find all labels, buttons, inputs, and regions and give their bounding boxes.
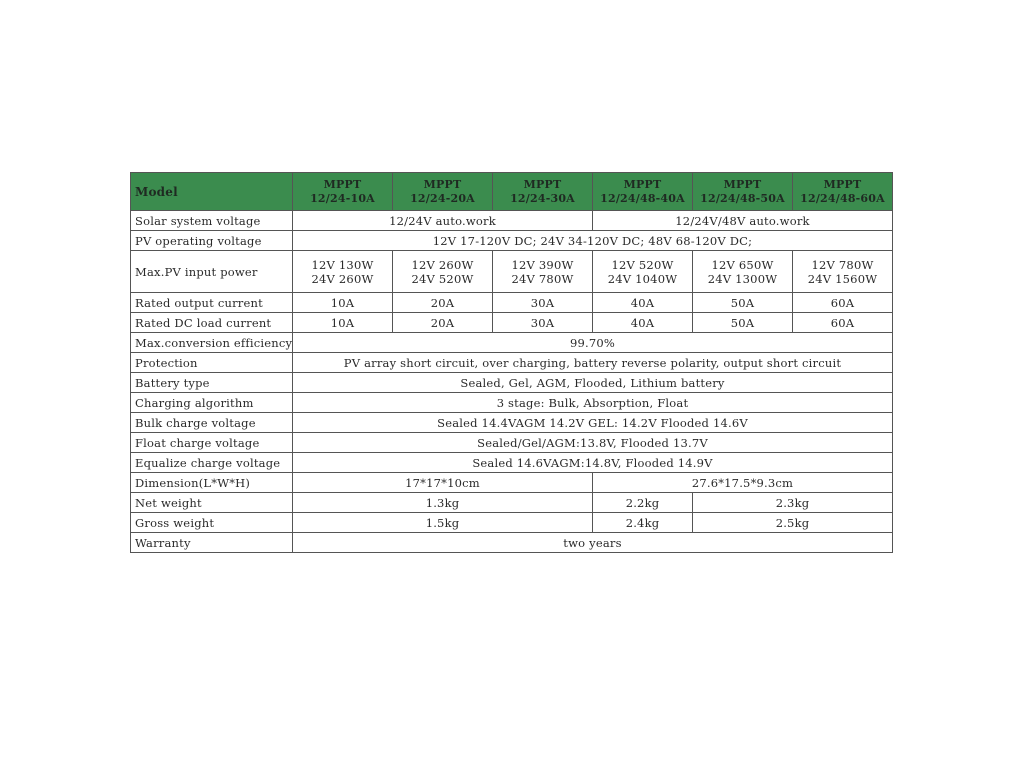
cell-value: 12V 650W 24V 1300W <box>693 251 793 293</box>
cell-value: 1.3kg <box>293 493 593 513</box>
cell-value: 60A <box>793 293 893 313</box>
product-header-1: MPPT 12/24-10A <box>293 173 393 211</box>
row-battery-type <box>131 373 893 393</box>
row-label: Gross weight <box>131 513 293 533</box>
row-max-pv-input <box>131 251 893 293</box>
row-label: Rated DC load current <box>131 313 293 333</box>
cell-value: 2.3kg <box>693 493 893 513</box>
row-label: Max.conversion efficiency <box>131 333 293 353</box>
row-solar-voltage <box>131 211 893 231</box>
row-net-weight <box>131 493 893 513</box>
row-label: Charging algorithm <box>131 393 293 413</box>
cell-value: 50A <box>693 313 793 333</box>
cell-value: Sealed, Gel, AGM, Flooded, Lithium battery <box>293 373 893 393</box>
cell-value: 12/24V/48V auto.work <box>593 211 893 231</box>
header-row <box>131 173 893 211</box>
row-rated-dc-load-current <box>131 313 893 333</box>
cell-value: 12V 17-120V DC; 24V 34-120V DC; 48V 68-120V DC; <box>293 231 893 251</box>
row-label: Float charge voltage <box>131 433 293 453</box>
cell-value: 2.4kg <box>593 513 693 533</box>
row-label: Warranty <box>131 533 293 553</box>
cell-value: Sealed 14.6VAGM:14.8V, Flooded 14.9V <box>293 453 893 473</box>
product-header-5: MPPT 12/24/48-50A <box>693 173 793 211</box>
cell-value: PV array short circuit, over charging, battery reverse polarity, output short circuit <box>293 353 893 373</box>
cell-value: 2.5kg <box>693 513 893 533</box>
model-header: Model <box>131 173 293 211</box>
product-header-4: MPPT 12/24/48-40A <box>593 173 693 211</box>
cell-value: 27.6*17.5*9.3cm <box>593 473 893 493</box>
cell-value: Sealed 14.4VAGM 14.2V GEL: 14.2V Flooded 14.6V <box>293 413 893 433</box>
cell-value: 2.2kg <box>593 493 693 513</box>
cell-value: 20A <box>393 293 493 313</box>
cell-value: 99.70% <box>293 333 893 353</box>
row-label: Solar system voltage <box>131 211 293 231</box>
cell-value: 12V 780W 24V 1560W <box>793 251 893 293</box>
row-label: Protection <box>131 353 293 373</box>
row-dimension <box>131 473 893 493</box>
row-label: Max.PV input power <box>131 251 293 293</box>
cell-value: 12V 390W 24V 780W <box>493 251 593 293</box>
product-header-3: MPPT 12/24-30A <box>493 173 593 211</box>
cell-value: 17*17*10cm <box>293 473 593 493</box>
row-label: PV operating voltage <box>131 231 293 251</box>
cell-value: 10A <box>293 313 393 333</box>
row-warranty <box>131 533 893 553</box>
row-label: Battery type <box>131 373 293 393</box>
product-header-6: MPPT 12/24/48-60A <box>793 173 893 211</box>
cell-value: 12V 260W 24V 520W <box>393 251 493 293</box>
row-gross-weight <box>131 513 893 533</box>
row-label: Net weight <box>131 493 293 513</box>
row-pv-operating-voltage <box>131 231 893 251</box>
row-charging-algorithm <box>131 393 893 413</box>
cell-value: 30A <box>493 313 593 333</box>
cell-value: 3 stage: Bulk, Absorption, Float <box>293 393 893 413</box>
cell-value: two years <box>293 533 893 553</box>
cell-value: 12/24V auto.work <box>293 211 593 231</box>
product-header-2: MPPT 12/24-20A <box>393 173 493 211</box>
cell-value: 1.5kg <box>293 513 593 533</box>
row-float-voltage <box>131 433 893 453</box>
cell-value: 50A <box>693 293 793 313</box>
row-label: Bulk charge voltage <box>131 413 293 433</box>
cell-value: 10A <box>293 293 393 313</box>
row-label: Rated output current <box>131 293 293 313</box>
cell-value: 30A <box>493 293 593 313</box>
row-equalize-voltage <box>131 453 893 473</box>
spec-table <box>130 172 893 553</box>
row-label: Dimension(L*W*H) <box>131 473 293 493</box>
cell-value: 40A <box>593 293 693 313</box>
cell-value: Sealed/Gel/AGM:13.8V, Flooded 13.7V <box>293 433 893 453</box>
cell-value: 40A <box>593 313 693 333</box>
cell-value: 12V 130W 24V 260W <box>293 251 393 293</box>
cell-value: 60A <box>793 313 893 333</box>
row-label: Equalize charge voltage <box>131 453 293 473</box>
row-max-efficiency <box>131 333 893 353</box>
cell-value: 12V 520W 24V 1040W <box>593 251 693 293</box>
cell-value: 20A <box>393 313 493 333</box>
row-bulk-voltage <box>131 413 893 433</box>
row-rated-output-current <box>131 293 893 313</box>
row-protection <box>131 353 893 373</box>
